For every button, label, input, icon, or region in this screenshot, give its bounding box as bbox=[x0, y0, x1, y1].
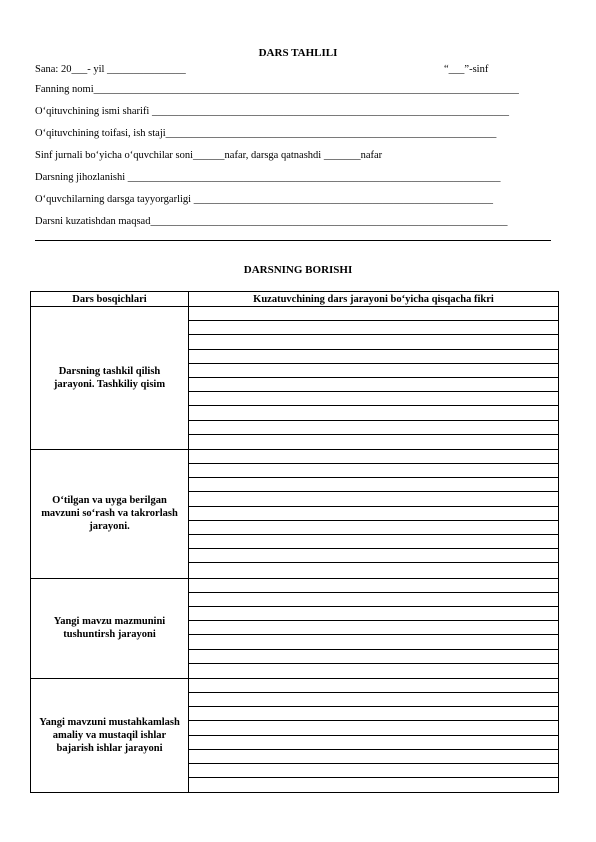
observer-notes-cell bbox=[189, 307, 559, 450]
note-line[interactable] bbox=[189, 507, 558, 521]
note-line[interactable] bbox=[189, 563, 558, 577]
note-line[interactable] bbox=[189, 693, 558, 707]
note-line[interactable] bbox=[189, 421, 558, 435]
note-line[interactable] bbox=[189, 607, 558, 621]
table-header-row bbox=[31, 292, 559, 307]
note-line[interactable] bbox=[189, 778, 558, 792]
class-field[interactable]: “___”-sinf bbox=[444, 64, 489, 75]
observation-goal-field[interactable]: Darsni kuzatishdan maqsad____________________________________________________________________ bbox=[35, 216, 508, 227]
note-line[interactable] bbox=[189, 464, 558, 478]
note-line[interactable] bbox=[189, 679, 558, 693]
note-line[interactable] bbox=[189, 450, 558, 464]
note-line[interactable] bbox=[189, 406, 558, 420]
note-line[interactable] bbox=[189, 535, 558, 549]
note-line[interactable] bbox=[189, 335, 558, 349]
note-line[interactable] bbox=[189, 707, 558, 721]
stage-label: Yangi mavzuni mustahkamlash amaliy va mustaqil ishlar bajarish ishlar jarayoni bbox=[39, 717, 180, 755]
teacher-category-field[interactable]: O‘qituvchining toifasi, ish staji_______________________________________________________________ bbox=[35, 128, 497, 139]
stage-column-header: Dars bosqichlari bbox=[31, 292, 189, 307]
note-line[interactable] bbox=[189, 721, 558, 735]
notes-column-header: Kuzatuvchining dars jarayoni bo‘yicha qisqacha fikri bbox=[189, 292, 559, 307]
lesson-equipment-field[interactable]: Darsning jihozlanishi _______________________________________________________________________ bbox=[35, 172, 501, 183]
note-line[interactable] bbox=[189, 750, 558, 764]
note-line[interactable] bbox=[189, 435, 558, 449]
note-line[interactable] bbox=[189, 635, 558, 649]
student-count-field[interactable]: Sinf jurnali bo‘yicha o‘quvchilar soni______nafar, darsga qatnashdi _______nafar bbox=[35, 150, 383, 161]
student-preparedness-field[interactable]: O‘quvchilarning darsga tayyorgarligi _________________________________________________________ bbox=[35, 194, 493, 205]
blank-continuation-line[interactable] bbox=[35, 240, 551, 241]
subject-name-field[interactable]: Fanning nomi_________________________________________________________________________________ bbox=[35, 84, 519, 95]
note-line[interactable] bbox=[189, 621, 558, 635]
table-row bbox=[31, 678, 559, 793]
form-title: DARS TAHLILI bbox=[258, 47, 338, 59]
note-line[interactable] bbox=[189, 307, 558, 321]
lesson-progress-table bbox=[30, 291, 559, 793]
note-line[interactable] bbox=[189, 664, 558, 678]
stage-label-cell bbox=[31, 449, 189, 578]
observer-notes-cell bbox=[189, 678, 559, 793]
note-line[interactable] bbox=[189, 650, 558, 664]
table-row bbox=[31, 449, 559, 578]
stage-label-cell bbox=[31, 307, 189, 450]
table-row bbox=[31, 307, 559, 450]
stage-label: Darsning tashkil qilish jarayoni. Tashkiliy qisim bbox=[53, 365, 166, 390]
note-line[interactable] bbox=[189, 321, 558, 335]
note-line[interactable] bbox=[189, 764, 558, 778]
section-title: DARSNING BORISHI bbox=[243, 264, 353, 276]
observer-notes-cell bbox=[189, 578, 559, 678]
note-line[interactable] bbox=[189, 364, 558, 378]
date-field[interactable]: Sana: 20___- yil _______________ bbox=[35, 64, 186, 75]
note-line[interactable] bbox=[189, 492, 558, 506]
note-line[interactable] bbox=[189, 736, 558, 750]
stage-label-cell bbox=[31, 678, 189, 793]
stage-label: Yangi mavzu mazmunini tushuntirsh jarayoni bbox=[53, 616, 166, 641]
note-line[interactable] bbox=[189, 478, 558, 492]
stage-label: O‘tilgan va uyga berilgan mavzuni so‘rash va takrorlash jarayoni. bbox=[41, 495, 178, 533]
teacher-name-field[interactable]: O‘qituvchining ismi sharifi ____________________________________________________________________ bbox=[35, 106, 509, 117]
note-line[interactable] bbox=[189, 521, 558, 535]
stage-label-cell bbox=[31, 578, 189, 678]
note-line[interactable] bbox=[189, 549, 558, 563]
table-row bbox=[31, 578, 559, 678]
note-line[interactable] bbox=[189, 579, 558, 593]
note-line[interactable] bbox=[189, 378, 558, 392]
note-line[interactable] bbox=[189, 392, 558, 406]
note-line[interactable] bbox=[189, 350, 558, 364]
observer-notes-cell bbox=[189, 449, 559, 578]
note-line[interactable] bbox=[189, 593, 558, 607]
